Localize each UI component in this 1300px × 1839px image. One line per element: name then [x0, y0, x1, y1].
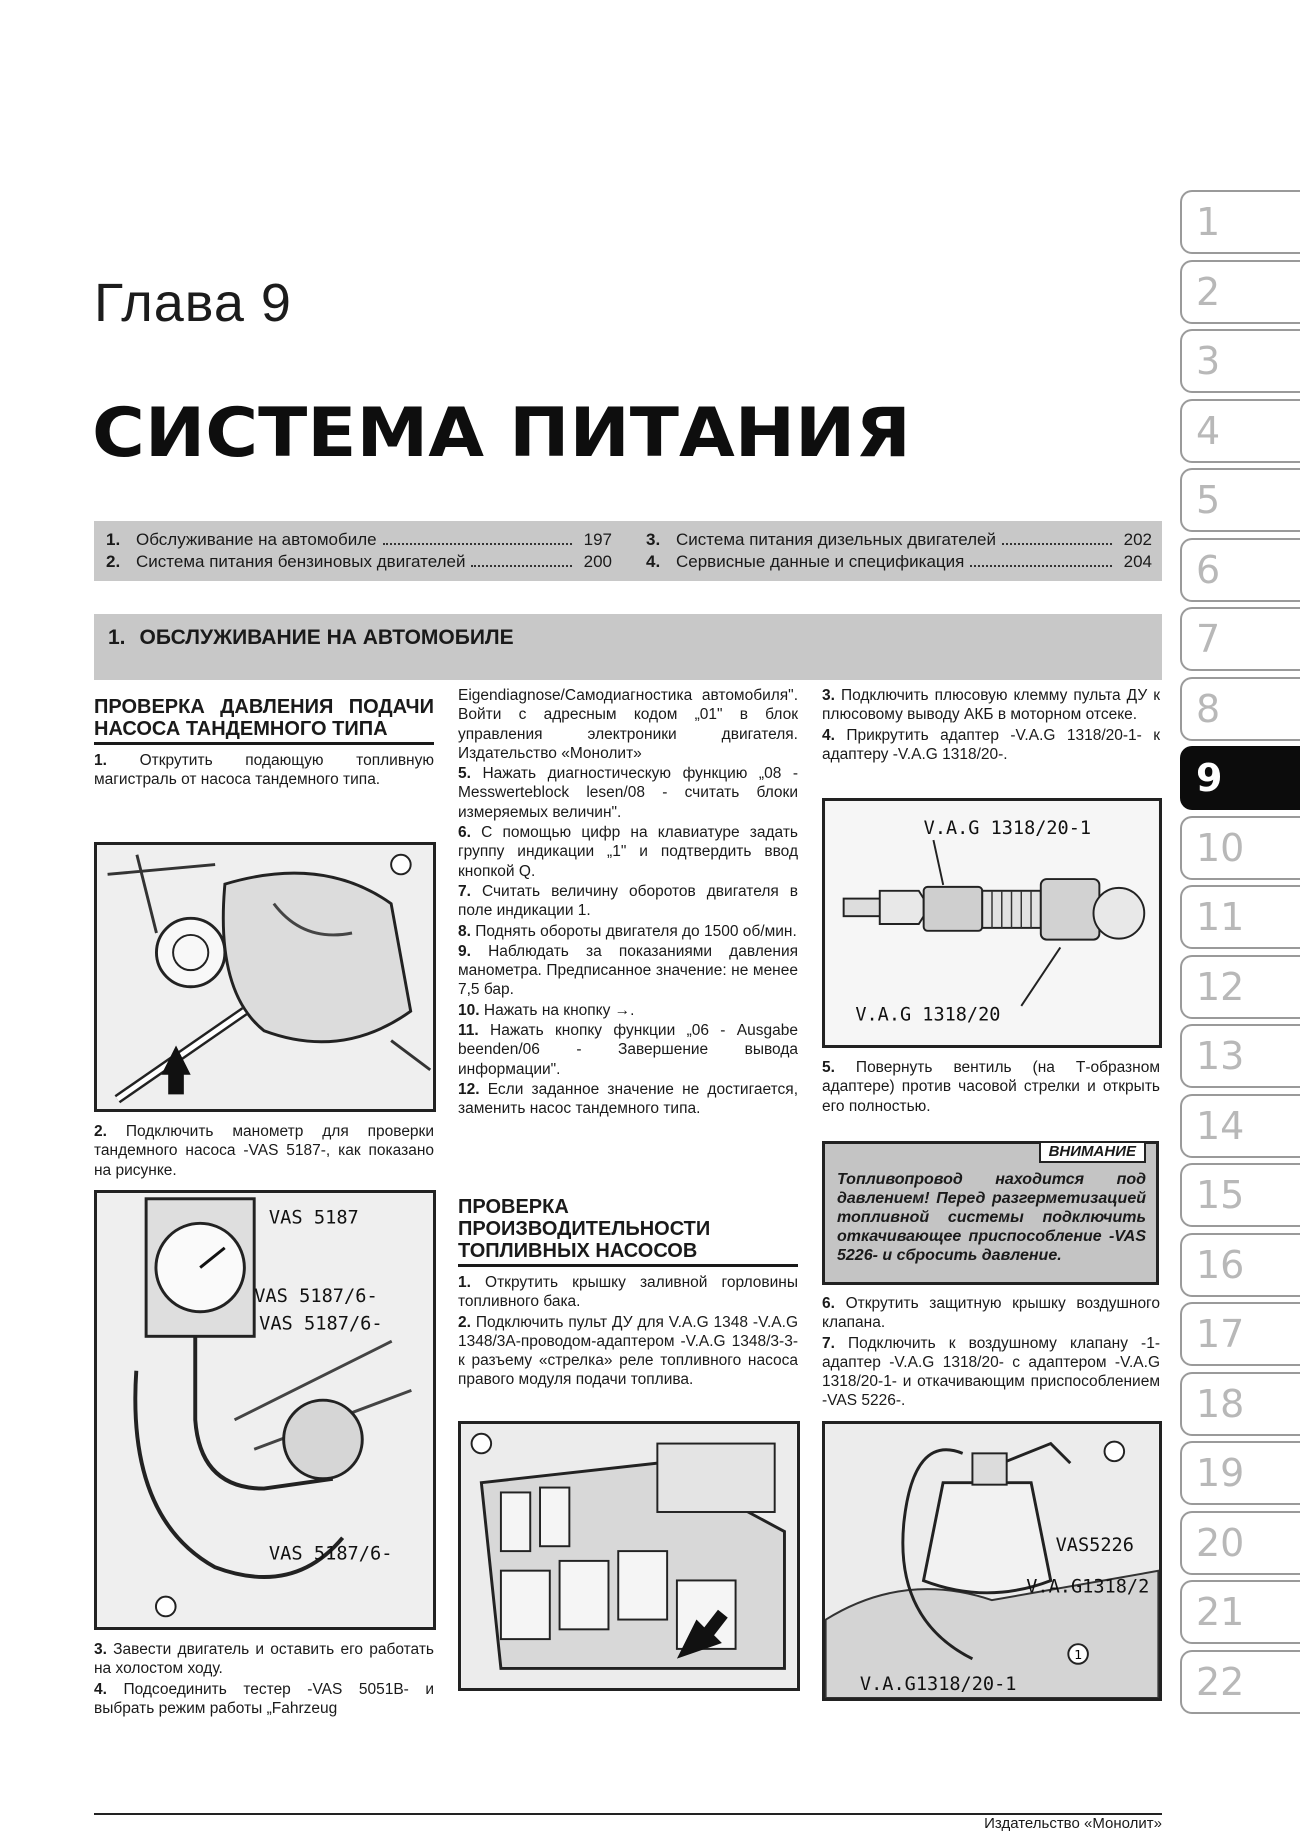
chapter-tab-17[interactable]: 17 — [1180, 1302, 1300, 1366]
chapter-tab-13[interactable]: 13 — [1180, 1024, 1300, 1088]
figure-tandem-pump — [94, 842, 436, 1112]
warning-box: ВНИМАНИЕ Топливопровод находится под давлением! Перед разгерметизацией топливной системы подключить откачивающее приспособление -VAS 5226- и сбросить давление. — [822, 1141, 1159, 1285]
figure-label: VAS5226 — [1055, 1535, 1134, 1557]
publisher-footer: Издательство «Монолит» — [984, 1815, 1162, 1832]
callout-number: 1 — [1074, 1646, 1083, 1662]
chapter-tab-4[interactable]: 4 — [1180, 399, 1300, 463]
step: 10. Нажать на кнопку →. — [458, 1001, 635, 1019]
figure-vas5226 — [822, 1421, 1162, 1701]
step: 5. Нажать диагностическую функцию „08 - Messwerteblock lesen/08 - считать блоки измеряемых величин". — [458, 765, 799, 821]
figure-label: V.A.G 1318/20 — [855, 1004, 1001, 1026]
chapter-tab-19[interactable]: 19 — [1180, 1441, 1300, 1505]
step: 7. Считать величину оборотов двигателя в поле индикации 1. — [458, 882, 798, 920]
column-1-end — [94, 1640, 434, 1719]
step: 7. Подключить к воздушному клапану -1-адаптер -V.A.G 1318/20- с адаптером -V.A.G 1318/20-1- и откачивающим приспособлением -VAS 5226-. — [822, 1334, 1160, 1410]
column-3-part-2 — [822, 1058, 1160, 1117]
figure-adapter — [822, 798, 1162, 1048]
column-1 — [94, 696, 434, 791]
step: 4. Подсоединить тестер -VAS 5051B- и выбрать режим работы „Fahrzeug — [94, 1680, 434, 1717]
chapter-tab-16[interactable]: 16 — [1180, 1233, 1300, 1297]
chapter-tab-3[interactable]: 3 — [1180, 329, 1300, 393]
step: 1. Открутить крышку заливной горловины топливного бака. — [458, 1274, 798, 1311]
chapter-tab-8[interactable]: 8 — [1180, 677, 1300, 741]
warning-tag: ВНИМАНИЕ — [1039, 1141, 1146, 1163]
chapter-tab-22[interactable]: 22 — [1180, 1650, 1300, 1714]
chapter-tab-14[interactable]: 14 — [1180, 1094, 1300, 1158]
toc-item[interactable]: 1. Обслуживание на автомобиле 197 — [106, 530, 612, 549]
step: 1. Открутить подающую топливную магистраль от насоса тандемного типа. — [94, 752, 434, 789]
chapter-tab-11[interactable]: 11 — [1180, 885, 1300, 949]
chapter-tab-2[interactable]: 2 — [1180, 260, 1300, 324]
step: 6. С помощью цифр на клавиатуре задать группу индикации „1" и подтвердить ввод кнопкой Q. — [458, 824, 798, 880]
figure-label: V.A.G1318/20-1 — [859, 1674, 1017, 1696]
chapter-tabs — [1180, 190, 1300, 1719]
figure-label: VAS 5187/6- — [254, 1285, 378, 1307]
column-1-cont — [94, 1122, 434, 1181]
chapter-label: Глава 9 — [94, 273, 292, 333]
chapter-tab-21[interactable]: 21 — [1180, 1580, 1300, 1644]
step: 2. Подключить манометр для проверки тандемного насоса -VAS 5187-, как показано на рисунке. — [94, 1123, 434, 1179]
toc-item[interactable]: 2. Система питания бензиновых двигателей 200 — [106, 552, 612, 571]
step: 11. Нажать кнопку функции „06 - Ausgabe beenden/06 - Завершение вывода информации". — [458, 1022, 798, 1078]
step: 2. Подключить пульт ДУ для V.A.G 1348 -V.A.G 1348/3А-проводом-адаптером -V.A.G 1348/3-3- к разъему «стрелка» реле топливного насоса правого модуля подачи топлива. — [458, 1313, 798, 1389]
step: 8. Поднять обороты двигателя до 1500 об/мин. — [458, 922, 797, 940]
step: 3. Завести двигатель и оставить его работать на холостом ходу. — [94, 1641, 435, 1678]
chapter-tab-18[interactable]: 18 — [1180, 1372, 1300, 1436]
toc-item[interactable]: 4. Сервисные данные и спецификация 204 — [646, 552, 1152, 571]
step: 6. Открутить защитную крышку воздушного клапана. — [822, 1295, 1160, 1332]
chapter-tab-15[interactable]: 15 — [1180, 1163, 1300, 1227]
column-2: Eigendiagnose/Самодиагностика автомобиля". Войти с адресным кодом „01" в блок управления электроники двигателя. Издательство «Монолит» 5. Нажать диагностическую функцию „08 - Messwerteblock lesen/08 - считать блоки измеряемых величин". 6. С помощью цифр на клавиатуре задать группу индикации „1" и подтвердить ввод кнопкой Q. 7. Считать величину оборотов двигателя в поле индикации 1. 8. Поднять обороты двигателя до 1500 об/мин. 9. Наблюдать за показаниями давления манометра. Предписанное значение: не менее 7,5 бар. 10. Нажать на кнопку →. 11. Нажать кнопку функции „06 - Ausgabe beenden/06 - Завершение вывода информации". 12. Если заданное значение не достигается, заменить насос тандемного типа. — [458, 687, 799, 1118]
table-of-contents — [94, 521, 1162, 581]
figure-label: V.A.G1318/2 — [1026, 1576, 1150, 1598]
chapter-tab-10[interactable]: 10 — [1180, 816, 1300, 880]
step: 12. Если заданное значение не достигается, заменить насос тандемного типа. — [458, 1080, 798, 1118]
figure-label: VAS 5187 — [268, 1207, 359, 1229]
figure-manometer — [94, 1190, 436, 1630]
figure-label: VAS 5187/6- — [268, 1543, 393, 1565]
chapter-tab-9[interactable]: 9 — [1180, 746, 1300, 810]
subsection-heading: ПРОВЕРКА ПРОИЗВОДИТЕЛЬНОСТИ ТОПЛИВНЫХ НАСОСОВ — [458, 1196, 798, 1267]
section-header: 1. ОБСЛУЖИВАНИЕ НА АВТОМОБИЛЕ — [94, 614, 1162, 680]
step: 4. Прикрутить адаптер -V.A.G 1318/20-1- к адаптеру -V.A.G 1318/20-. — [822, 726, 1160, 763]
subsection-heading: ПРОВЕРКА ДАВЛЕНИЯ ПОДАЧИ НАСОСА ТАНДЕМНОГО ТИПА — [94, 696, 434, 745]
column-2-part-2 — [458, 1196, 798, 1391]
chapter-tab-20[interactable]: 20 — [1180, 1511, 1300, 1575]
figure-fuel-relay — [458, 1421, 800, 1691]
page-title: СИСТЕМА ПИТАНИЯ — [92, 394, 911, 473]
figure-label: VAS 5187/6- — [259, 1313, 383, 1335]
chapter-tab-7[interactable]: 7 — [1180, 607, 1300, 671]
column-3 — [822, 686, 1160, 765]
step: 5. Повернуть вентиль (на Т-образном адаптере) против часовой стрелки и открыть его полностью. — [822, 1059, 1160, 1115]
step: 9. Наблюдать за показаниями давления манометра. Предписанное значение: не менее 7,5 бар. — [458, 942, 798, 999]
chapter-tab-5[interactable]: 5 — [1180, 468, 1300, 532]
step: 3. Подключить плюсовую клемму пульта ДУ к плюсовому выводу АКБ в моторном отсеке. — [822, 687, 1161, 724]
column-3-part-3 — [822, 1294, 1160, 1412]
figure-label: V.A.G 1318/20-1 — [923, 818, 1092, 840]
chapter-tab-6[interactable]: 6 — [1180, 538, 1300, 602]
toc-item[interactable]: 3. Система питания дизельных двигателей 202 — [646, 530, 1152, 549]
chapter-tab-1[interactable]: 1 — [1180, 190, 1300, 254]
chapter-tab-12[interactable]: 12 — [1180, 955, 1300, 1019]
